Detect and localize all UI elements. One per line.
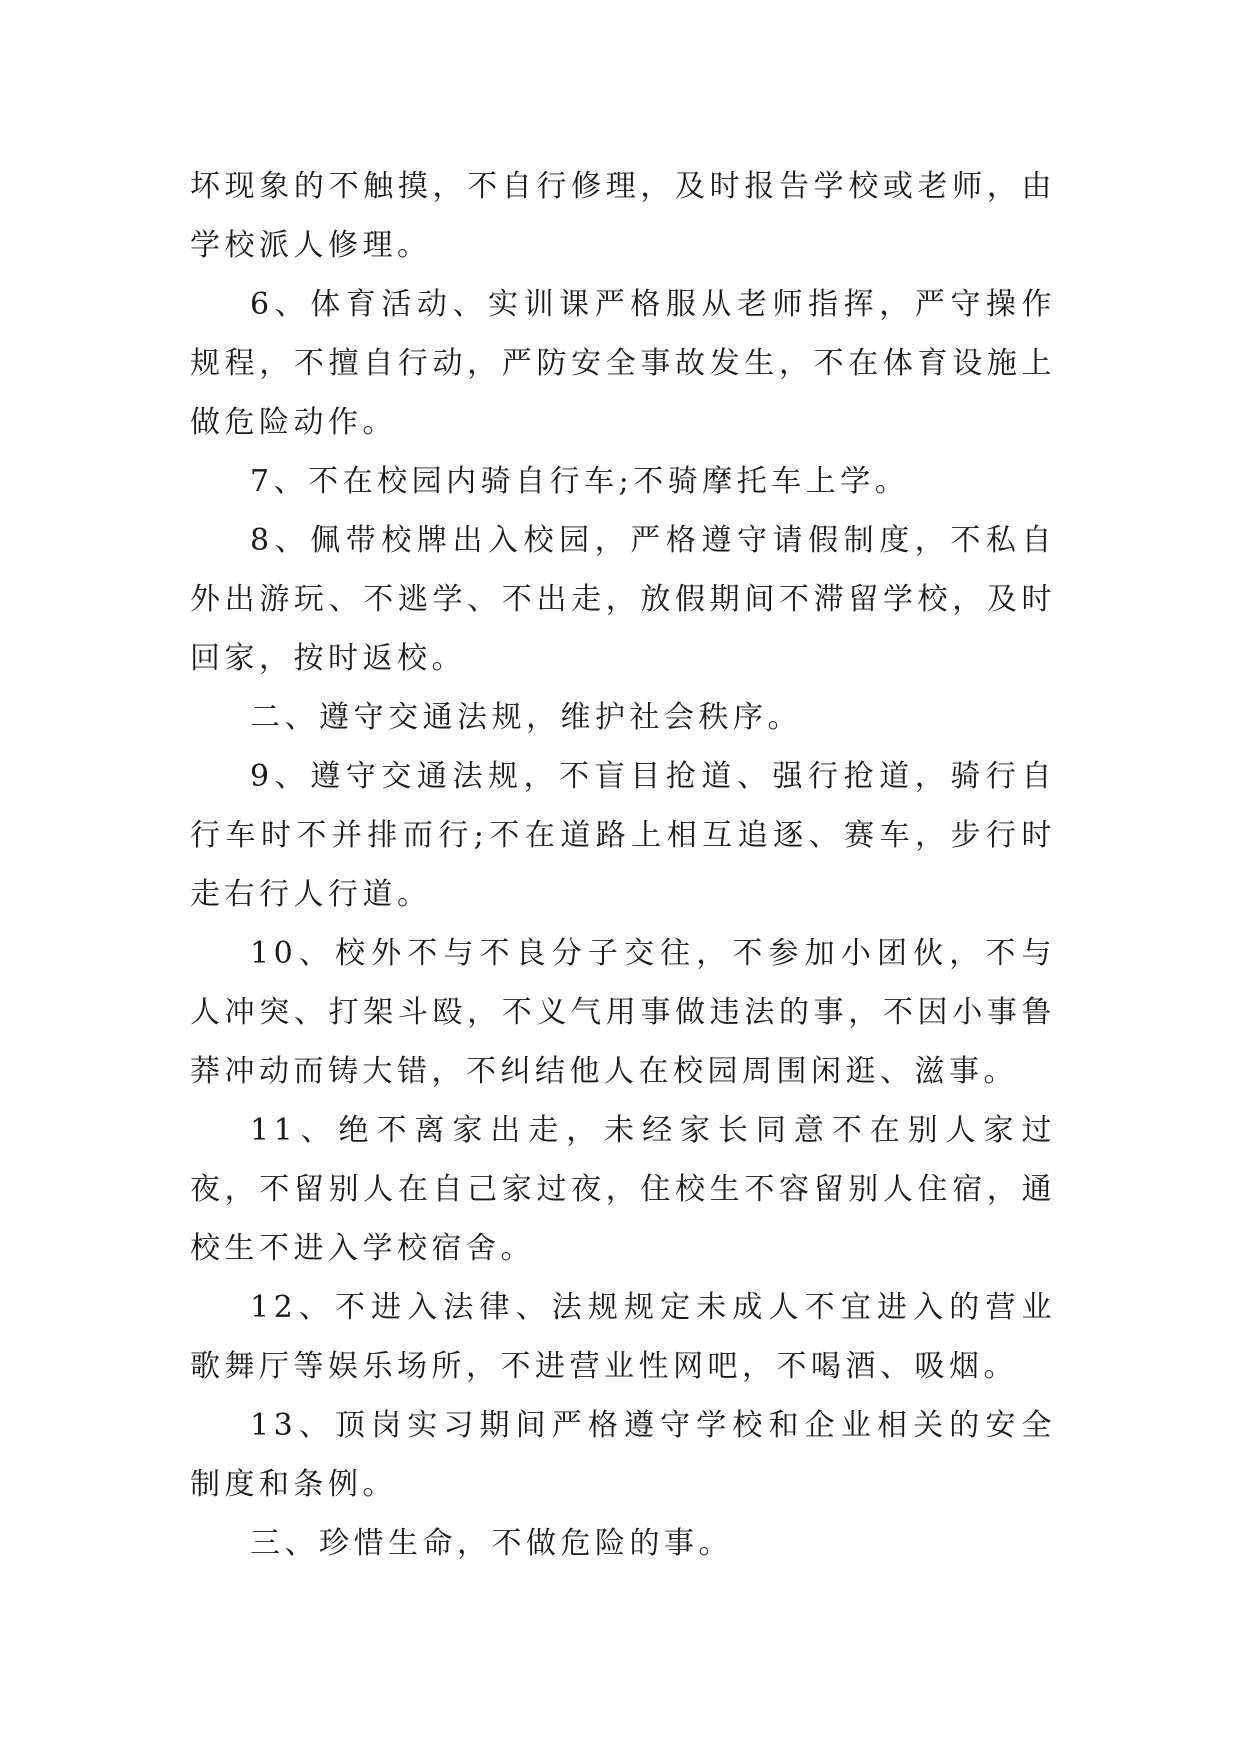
paragraph-rule-11: 11、绝不离家出走，未经家长同意不在别人家过夜，不留别人在自己家过夜，住校生不容留别人住宿，通校生不进入学校宿舍。 xyxy=(190,1113,1056,1266)
document-body xyxy=(190,157,1056,1573)
section-heading-3: 三、珍惜生命，不做危险的事。 xyxy=(250,1526,733,1561)
paragraph-rule-10: 10、校外不与不良分子交往，不参加小团伙，不与人冲突、打架斗殴，不义气用事做违法的事，不因小事鲁莽冲动而铸大错，不纠结他人在校园周围闲逛、滋事。 xyxy=(190,936,1056,1089)
paragraph-rule-6: 6、体育活动、实训课严格服从老师指挥，严守操作规程，不擅自行动，严防安全事故发生，不在体育设施上做危险动作。 xyxy=(190,287,1056,440)
paragraph-rule-12: 12、不进入法律、法规规定未成人不宜进入的营业歌舞厅等娱乐场所，不进营业性网吧，不喝酒、吸烟。 xyxy=(190,1290,1056,1384)
section-heading-2: 二、遵守交通法规，维护社会秩序。 xyxy=(250,700,802,735)
paragraph-rule-8: 8、佩带校牌出入校园，严格遵守请假制度，不私自外出游玩、不逃学、不出走，放假期间不滞留学校，及时回家，按时返校。 xyxy=(190,523,1056,676)
paragraph-continued: 坏现象的不触摸，不自行修理，及时报告学校或老师，由学校派人修理。 xyxy=(190,169,1056,263)
paragraph-rule-13: 13、顶岗实习期间严格遵守学校和企业相关的安全制度和条例。 xyxy=(190,1408,1056,1502)
paragraph-rule-7: 7、不在校园内骑自行车;不骑摩托车上学。 xyxy=(250,464,910,499)
paragraph-rule-9: 9、遵守交通法规，不盲目抢道、强行抢道，骑行自行车时不并排而行;不在道路上相互追逐、赛车，步行时走右行人行道。 xyxy=(190,759,1056,912)
